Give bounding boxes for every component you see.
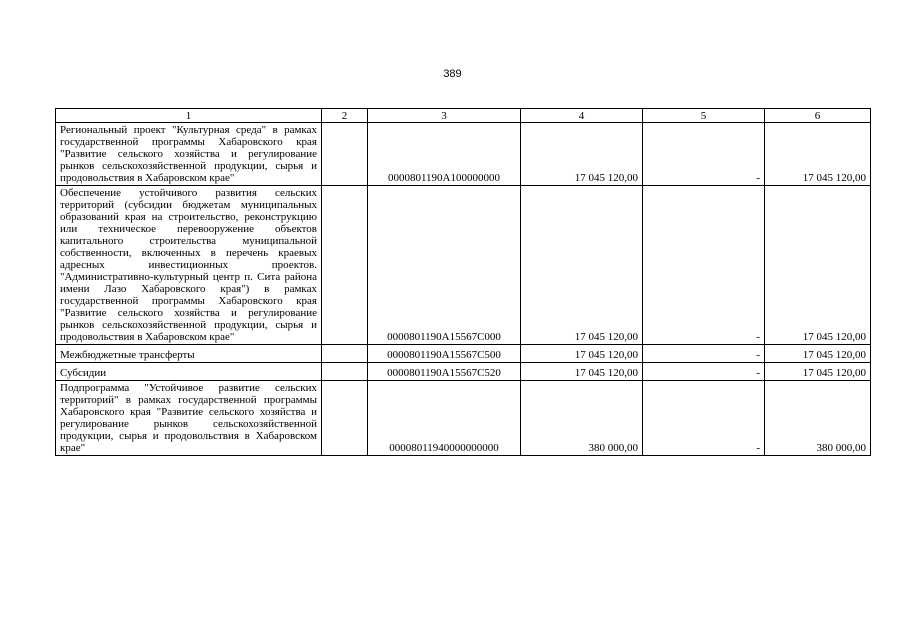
row-code-cell: 0000801190A15567C500: [368, 345, 521, 363]
column-header-6: 6: [765, 109, 871, 123]
row-name-cell: Обеспечение устойчивого развития сельских территорий (субсидии бюджетам муниципальных образований края на строительство, реконструкцию или техническое перевооружение объектов капитального строительства муниципальной собственности, включенных в перечень краевых адресных инвестиционных проектов. "Административно-культурный центр п. Сита района имени Лазо Хабаровского края") в рамках государственной программы Хабаровского края "Развитие сельского хозяйства и регулирование рынков сельскохозяйственной продукции, сырья и продовольствия в Хабаровском крае": [56, 186, 322, 345]
row-name-cell: Субсидии: [56, 363, 322, 381]
row-col4-cell: 17 045 120,00: [521, 186, 643, 345]
row-col4-cell: 380 000,00: [521, 381, 643, 456]
row-col5-cell: -: [643, 345, 765, 363]
table-row: [56, 381, 871, 456]
row-col5-cell: -: [643, 123, 765, 186]
row-col6-cell: 380 000,00: [765, 381, 871, 456]
row-name-cell: Межбюджетные трансферты: [56, 345, 322, 363]
row-col5-cell: -: [643, 363, 765, 381]
row-name-cell: Региональный проект "Культурная среда" в рамках государственной программы Хабаровского края "Развитие сельского хозяйства и регулирование рынков сельскохозяйственной продукции, сырья и продовольствия в Хабаровском крае": [56, 123, 322, 186]
row-col5-cell: -: [643, 381, 765, 456]
table-row: [56, 345, 871, 363]
column-header-1: 1: [56, 109, 322, 123]
table-row: [56, 123, 871, 186]
table-row: [56, 186, 871, 345]
row-col2-cell: [322, 186, 368, 345]
row-code-cell: 0000801190A15567C520: [368, 363, 521, 381]
row-code-cell: 0000801190A15567C000: [368, 186, 521, 345]
row-col5-cell: -: [643, 186, 765, 345]
row-code-cell: 00008011940000000000: [368, 381, 521, 456]
row-col6-cell: 17 045 120,00: [765, 186, 871, 345]
budget-table: [55, 108, 871, 456]
table-header-row: [56, 109, 871, 123]
row-col2-cell: [322, 363, 368, 381]
row-col4-cell: 17 045 120,00: [521, 123, 643, 186]
column-header-5: 5: [643, 109, 765, 123]
row-col4-cell: 17 045 120,00: [521, 345, 643, 363]
row-col2-cell: [322, 345, 368, 363]
row-col2-cell: [322, 381, 368, 456]
row-col6-cell: 17 045 120,00: [765, 363, 871, 381]
row-col6-cell: 17 045 120,00: [765, 345, 871, 363]
column-header-4: 4: [521, 109, 643, 123]
row-col4-cell: 17 045 120,00: [521, 363, 643, 381]
column-header-3: 3: [368, 109, 521, 123]
row-col6-cell: 17 045 120,00: [765, 123, 871, 186]
page-number: 389: [443, 68, 462, 80]
table-row: [56, 363, 871, 381]
row-name-cell: Подпрограмма "Устойчивое развитие сельских территорий" в рамках государственной программы Хабаровского края "Развитие сельского хозяйства и регулирование рынков сельскохозяйственной продукции, сырья и продовольствия в Хабаровском крае": [56, 381, 322, 456]
row-col2-cell: [322, 123, 368, 186]
row-code-cell: 0000801190A100000000: [368, 123, 521, 186]
column-header-2: 2: [322, 109, 368, 123]
